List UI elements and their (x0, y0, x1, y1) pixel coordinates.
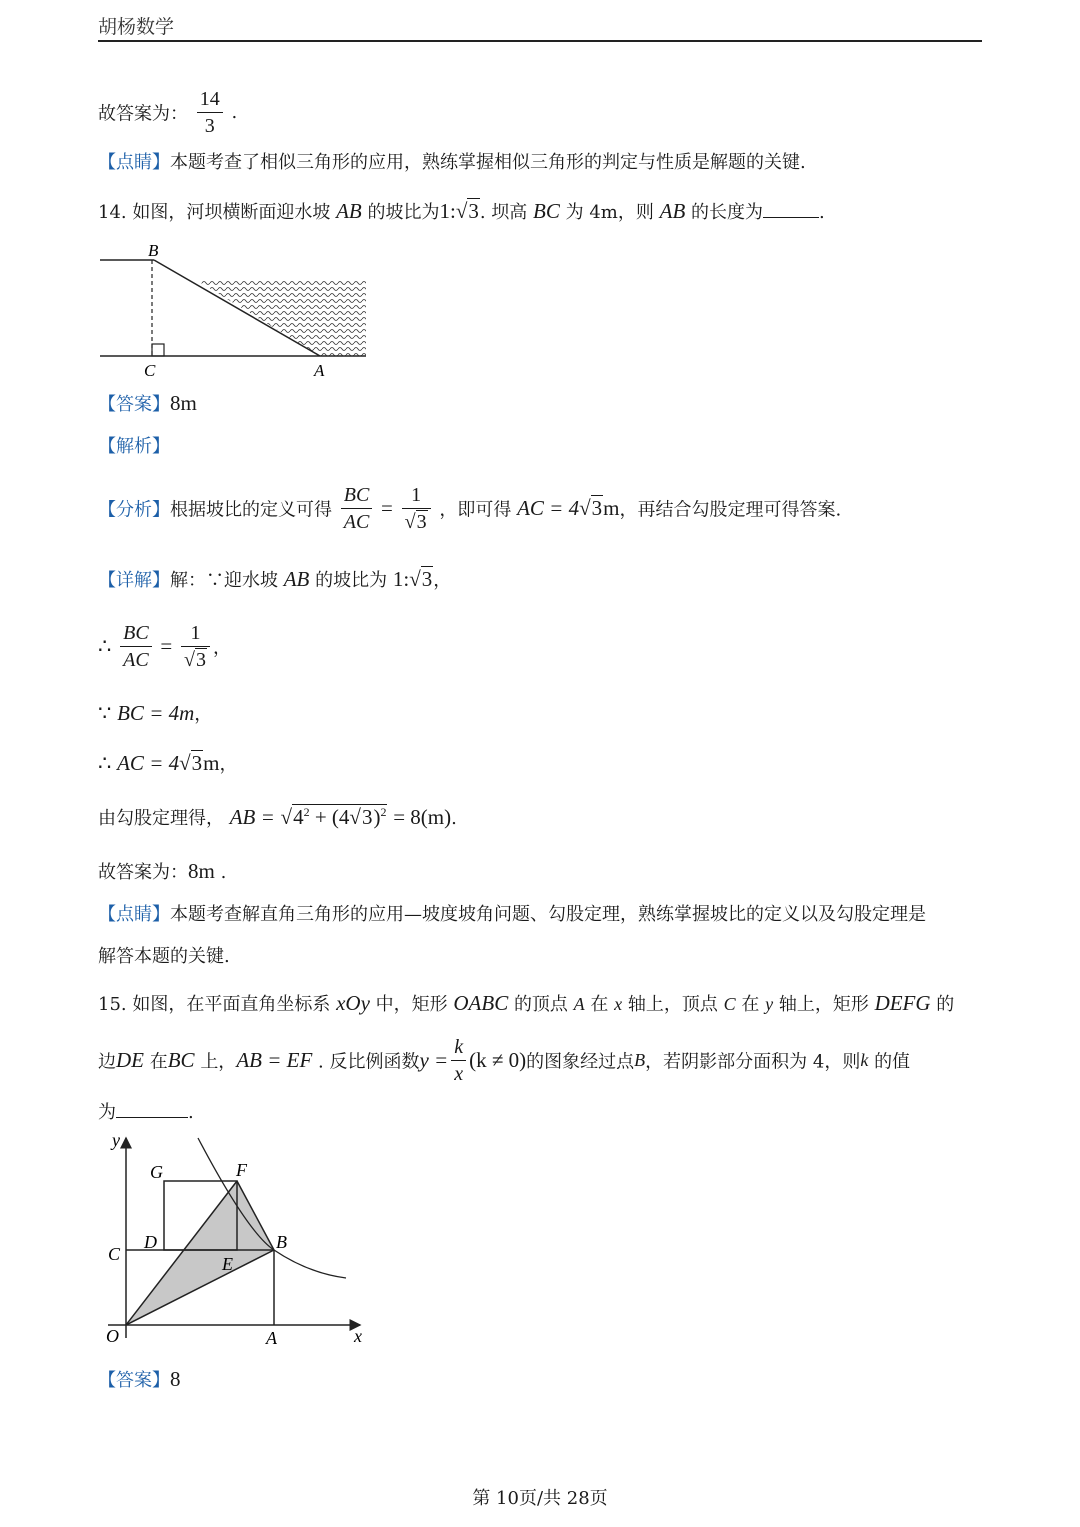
label-o: O (106, 1326, 119, 1346)
q15-text: 在 (590, 994, 609, 1015)
fraction-k-x (451, 1034, 466, 1087)
answer-value: 8m (188, 859, 215, 883)
q14-text-5: ，则 (617, 202, 654, 223)
fraction-numerator: 14 (197, 86, 223, 113)
label-d: D (144, 1232, 157, 1252)
unit-m: m (603, 496, 620, 520)
q15-k: k (860, 1050, 869, 1070)
page-footer: 第 10页/共 28页 (472, 1488, 608, 1509)
q15-text: 中，矩形 (375, 994, 448, 1015)
q15-text: 的图象经过点 (526, 1051, 635, 1073)
step-4 (98, 804, 457, 830)
sqrt-radicand: 3 (195, 649, 206, 671)
fraction-14-3 (197, 86, 223, 139)
water-region (196, 280, 366, 356)
detail-line (98, 566, 451, 592)
q15-text: 边 (98, 1051, 116, 1073)
fraction-denominator: √3 (183, 649, 206, 671)
step-1 (98, 620, 231, 673)
page-header-title: 胡杨数学 (98, 16, 175, 38)
equals-sign: = (381, 496, 393, 520)
coordinate-figure (98, 1128, 388, 1350)
q15-a: A (573, 994, 585, 1014)
tag-answer: 【答案】 (98, 1370, 170, 1391)
fraction-1-sqrt3 (402, 482, 431, 535)
label-b: B (276, 1232, 287, 1252)
tag-dianjing: 【点睛】 (98, 904, 170, 925)
q14-ratio: 1: (439, 199, 456, 223)
step-4-rhs: = 8(m) (393, 805, 452, 829)
tag-dianjing: 【点睛】 (98, 152, 170, 173)
q15-condition: (k ≠ 0) (469, 1048, 527, 1072)
question-15-line-2 (98, 1034, 910, 1087)
because-symbol: ∵ (98, 701, 112, 725)
q14-text-4: 为 (565, 202, 584, 223)
detail-ab: AB (283, 567, 310, 591)
summary-text: 本题考查了相似三角形的应用，熟练掌握相似三角形的判定与性质是解题的关键. (170, 152, 806, 173)
fraction-denominator: √3 (404, 511, 427, 533)
q15-text: ，若阴影部分面积为 4，则 (645, 1051, 861, 1073)
tag-jiexi: 【解析】 (98, 436, 170, 457)
exponent-2: 2 (380, 805, 387, 819)
radicand-close: ) (373, 805, 381, 829)
q15-y-eq: y = (419, 1048, 449, 1072)
q14-text-6: 的长度为 (691, 202, 764, 223)
header-rule (98, 40, 982, 42)
right-angle-mark (152, 344, 164, 356)
fraction-numerator: k (451, 1034, 466, 1061)
step-4-lhs: AB = (229, 805, 275, 829)
detail-text-3: ， (433, 570, 452, 591)
therefore-symbol: ∴ (98, 634, 112, 658)
fraction-numerator: 1 (181, 620, 210, 647)
analysis-text-2: ，即可得 (439, 499, 512, 521)
detail-text-1: 解：∵迎水坡 (170, 570, 278, 591)
question-15-line-1 (98, 990, 954, 1016)
fraction-denominator: 3 (204, 115, 215, 137)
summary-13 (98, 148, 806, 174)
q15-bc: BC (167, 1048, 195, 1072)
sqrt-3: √3 (579, 496, 603, 520)
sqrt-3: √3 (179, 751, 203, 775)
answer-line-14 (98, 858, 226, 884)
tag-fenxi: 【分析】 (98, 499, 170, 521)
sqrt-radicand: 3 (591, 496, 603, 520)
sqrt-3: √3 (455, 199, 479, 223)
summary-text-1: 本题考查解直角三角形的应用—坡度坡角问题、勾股定理，熟练掌握坡比的定义以及勾股定理是 (170, 904, 926, 925)
label-c: C (108, 1244, 121, 1264)
answer-value: 8 (170, 1367, 181, 1391)
step-4-text: 由勾股定理得， (98, 808, 224, 829)
sqrt-radicand: 3 (191, 751, 203, 775)
label-f: F (236, 1160, 247, 1180)
dam-figure (98, 238, 378, 378)
analysis-text-3: ，再结合勾股定理可得答案. (619, 499, 842, 521)
answer-blank (116, 1117, 188, 1118)
q15-xoy: xOy (336, 991, 370, 1015)
sqrt-radicand: 3 (468, 199, 479, 223)
question-15-line-3 (98, 1098, 194, 1124)
summary-14-line-1 (98, 900, 926, 926)
q15-text: 的顶点 (513, 994, 568, 1015)
step-end: ， (219, 754, 238, 775)
q15-ab-eq-ef: AB = EF (236, 1048, 313, 1072)
q15-text: 为 (98, 1102, 116, 1123)
q14-ab: AB (336, 199, 362, 223)
q15-y: y (765, 994, 774, 1014)
q14-bc: BC (533, 199, 560, 223)
step-3 (98, 750, 238, 776)
q15-c: C (723, 994, 736, 1014)
sqrt-pythagoras: $√4^2 + (4√3)^2$ (280, 805, 387, 829)
step-2 (98, 700, 212, 726)
q15-text: 上， (200, 1051, 237, 1073)
label-y: y (112, 1130, 120, 1150)
question-14 (98, 198, 825, 224)
q15-end: . (188, 1102, 194, 1123)
detail-ratio: 1: (392, 567, 410, 591)
step-3-lhs: AC = 4 (117, 751, 180, 775)
summary-14-line-2: 解答本题的关键. (98, 946, 230, 967)
fraction-denominator: AC (343, 511, 370, 533)
label-g: G (150, 1162, 163, 1182)
q15-text: 15. 如图，在平面直角坐标系 (98, 994, 331, 1015)
sqrt-radicand: 3 (361, 805, 373, 829)
therefore-symbol: ∴ (98, 751, 112, 775)
fraction-bc-ac (341, 482, 373, 535)
detail-text-2: 的坡比为 (315, 570, 388, 591)
sqrt-radicand: 3 (421, 567, 433, 591)
fraction-denominator: AC (123, 649, 149, 671)
answer-blank (763, 217, 819, 218)
step-end: ， (194, 704, 213, 725)
q14-text-1: 14. 如图，河坝横断面迎水坡 (98, 202, 331, 223)
q15-text: 轴上，顶点 (627, 994, 718, 1015)
q15-x: x (614, 994, 623, 1014)
answer-suffix: . (231, 102, 238, 123)
q14-ab-2: AB (659, 199, 686, 223)
label-a: A (314, 361, 325, 378)
label-c: C (144, 361, 156, 378)
q15-text: . 反比例函数 (318, 1051, 420, 1073)
answer-14 (98, 390, 197, 416)
radicand-part: + (4 (309, 805, 350, 829)
q15-text: 轴上，矩形 (778, 994, 869, 1015)
exponent-2: 2 (303, 805, 310, 819)
q15-text: 在 (741, 994, 760, 1015)
q14-text-2: 的坡比为 (367, 202, 440, 223)
q15-de: DE (116, 1048, 144, 1072)
answer-line-13 (98, 86, 237, 139)
analysis-line (98, 482, 841, 535)
q15-text: 在 (149, 1051, 168, 1073)
label-e: E (222, 1254, 233, 1274)
shaded-region (126, 1181, 274, 1325)
answer-15 (98, 1366, 181, 1392)
step-end: . (451, 808, 457, 829)
answer-suffix: . (220, 862, 227, 883)
fraction-bc-ac (120, 620, 152, 673)
q14-value: 4m (589, 202, 618, 223)
q15-b: B (634, 1050, 646, 1070)
fraction-numerator: BC (341, 482, 373, 509)
equals-sign: = (160, 634, 173, 658)
fraction-numerator: 1 (402, 482, 431, 509)
fraction-numerator: BC (120, 620, 152, 647)
fraction-denominator: x (454, 1063, 464, 1085)
analysis-text-1: 根据坡比的定义可得 (170, 499, 332, 521)
analysis-ac-expr: AC = 4 (517, 496, 580, 520)
step-2-expr: BC = 4m (117, 701, 195, 725)
answer-value: 8m (170, 391, 197, 415)
q15-defg: DEFG (874, 991, 931, 1015)
tag-xiangjie: 【详解】 (98, 570, 170, 591)
q15-text: 的 (936, 994, 955, 1015)
q14-end: . (819, 202, 825, 223)
q14-text-3: . 坝高 (479, 202, 528, 223)
answer-prefix: 故答案为： (98, 862, 188, 883)
label-x: x (354, 1326, 362, 1346)
label-b: B (148, 241, 159, 260)
unit-m: m (203, 751, 220, 775)
step-end: ， (212, 637, 231, 659)
q15-text: 的值 (874, 1051, 911, 1073)
label-a: A (266, 1328, 277, 1348)
answer-prefix: 故答案为： (98, 103, 188, 125)
radicand-4: 4 (293, 805, 304, 829)
tag-answer: 【答案】 (98, 394, 170, 415)
sqrt-radicand: 3 (416, 511, 427, 533)
q15-oabc: OABC (453, 991, 509, 1015)
fraction-1-sqrt3 (181, 620, 210, 673)
sqrt-3: √3 (409, 567, 433, 591)
